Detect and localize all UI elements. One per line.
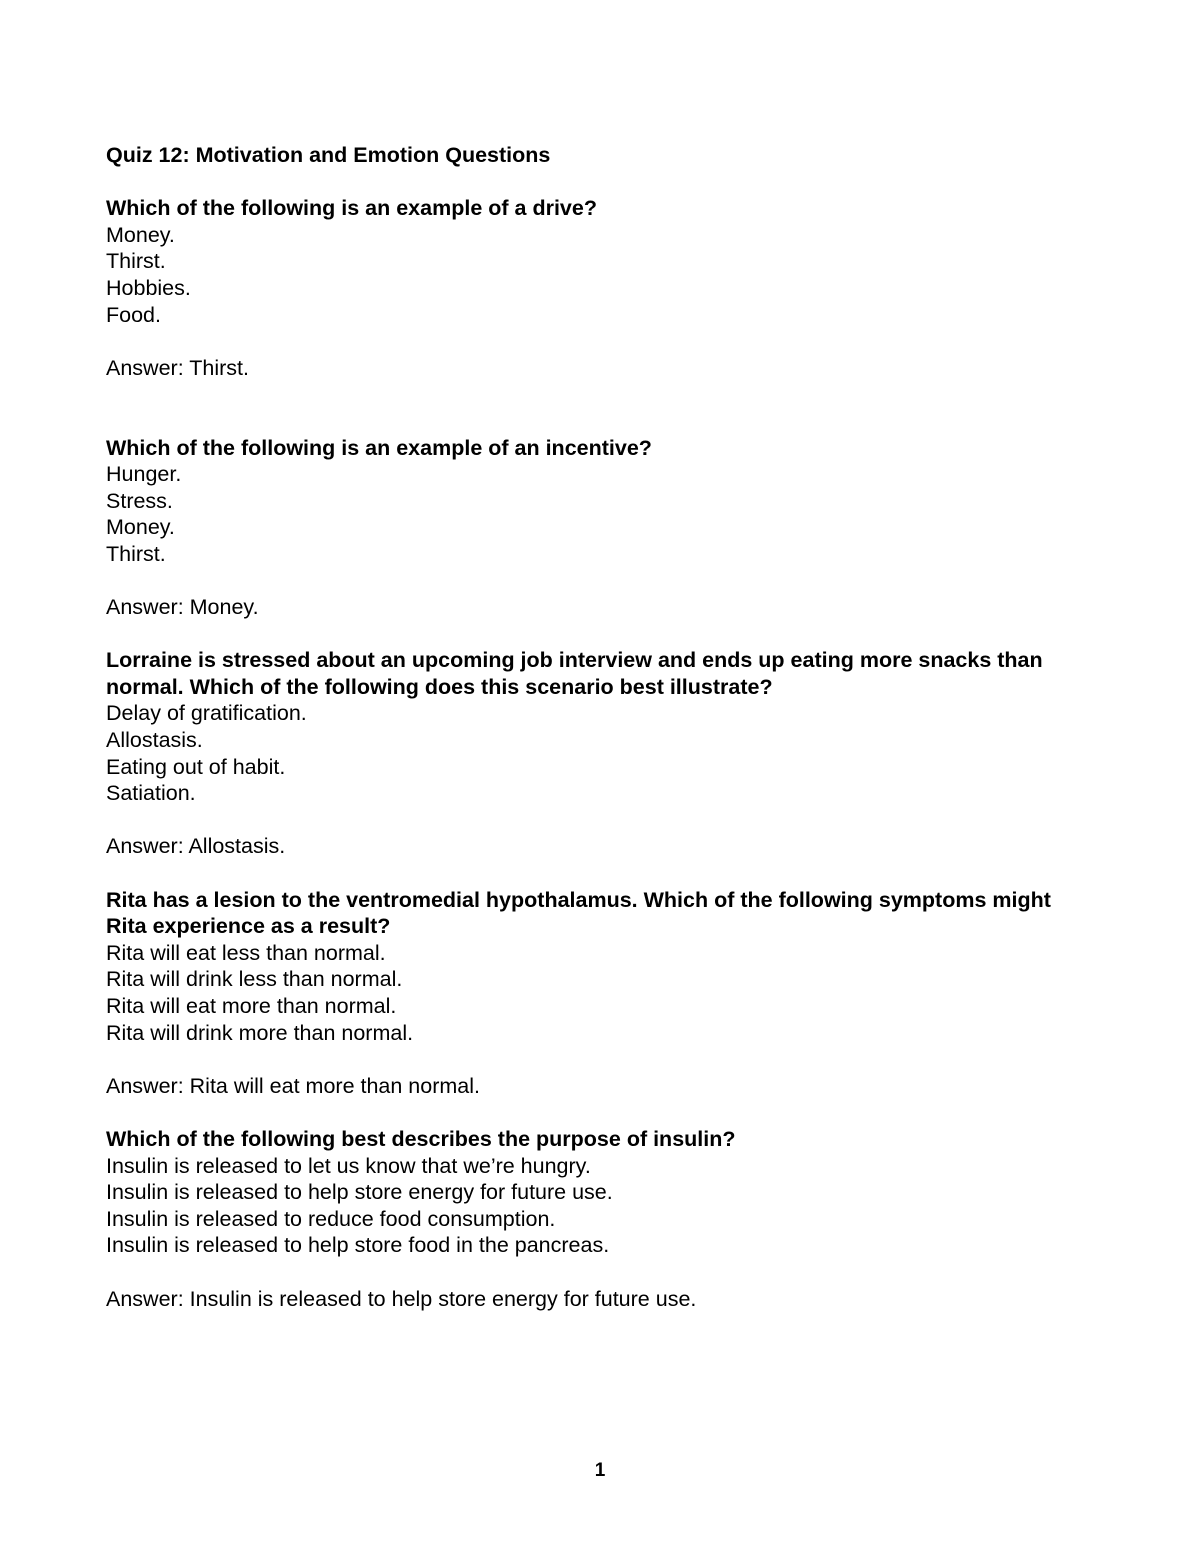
answer-line: Answer: Insulin is released to help store energy for future use. [106, 1286, 697, 1311]
question-text: Which of the following is an example of a drive? [106, 196, 597, 221]
answer-option: Rita will eat less than normal. [106, 940, 386, 965]
answer-option: Insulin is released to let us know that we’re hungry. [106, 1153, 591, 1178]
answer-option: Money. [106, 515, 175, 540]
answer-option: Money. [106, 222, 175, 247]
quiz-title: Quiz 12: Motivation and Emotion Questions [106, 143, 551, 167]
answer-option: Hunger. [106, 462, 182, 487]
answer-option: Thirst. [106, 541, 166, 566]
answer-option: Food. [106, 302, 161, 327]
page-content [106, 142, 1096, 1339]
question-text: Which of the following is an example of an incentive? [106, 435, 652, 460]
answer-option: Rita will eat more than normal. [106, 994, 397, 1018]
question-block [106, 647, 1096, 860]
answer-option: Eating out of habit. [106, 754, 286, 779]
answer-option: Stress. [106, 488, 173, 513]
page-number: 1 [594, 1460, 606, 1481]
question-block [106, 435, 1096, 621]
answer-option: Allostasis. [106, 728, 203, 753]
question-block [106, 195, 1096, 381]
answer-option: Insulin is released to reduce food consumption. [106, 1206, 556, 1231]
question-block [106, 1126, 1096, 1312]
answer-option: Thirst. [106, 249, 166, 274]
answer-option: Insulin is released to help store energy for future use. [106, 1180, 613, 1205]
answer-line: Answer: Rita will eat more than normal. [106, 1073, 481, 1098]
question-text: Rita has a lesion to the ventromedial hypothalamus. Which of the following symptoms might Rita experience as a result? [106, 887, 1051, 939]
answer-option: Hobbies. [106, 275, 191, 300]
question-text: Lorraine is stressed about an upcoming job interview and ends up eating more snacks than normal. Which of the following does this scenario best illustrate? [106, 648, 1043, 699]
answer-line: Answer: Allostasis. [106, 834, 286, 859]
answer-line: Answer: Thirst. [106, 355, 249, 380]
answer-option: Insulin is released to help store food in the pancreas. [106, 1233, 610, 1258]
answer-option: Delay of gratification. [106, 701, 307, 726]
question-block [106, 887, 1096, 1100]
answer-option: Satiation. [106, 781, 196, 806]
answer-line: Answer: Money. [106, 595, 259, 620]
answer-option: Rita will drink less than normal. [106, 967, 403, 992]
question-text: Which of the following best describes the purpose of insulin? [106, 1126, 736, 1151]
answer-option: Rita will drink more than normal. [106, 1020, 414, 1045]
